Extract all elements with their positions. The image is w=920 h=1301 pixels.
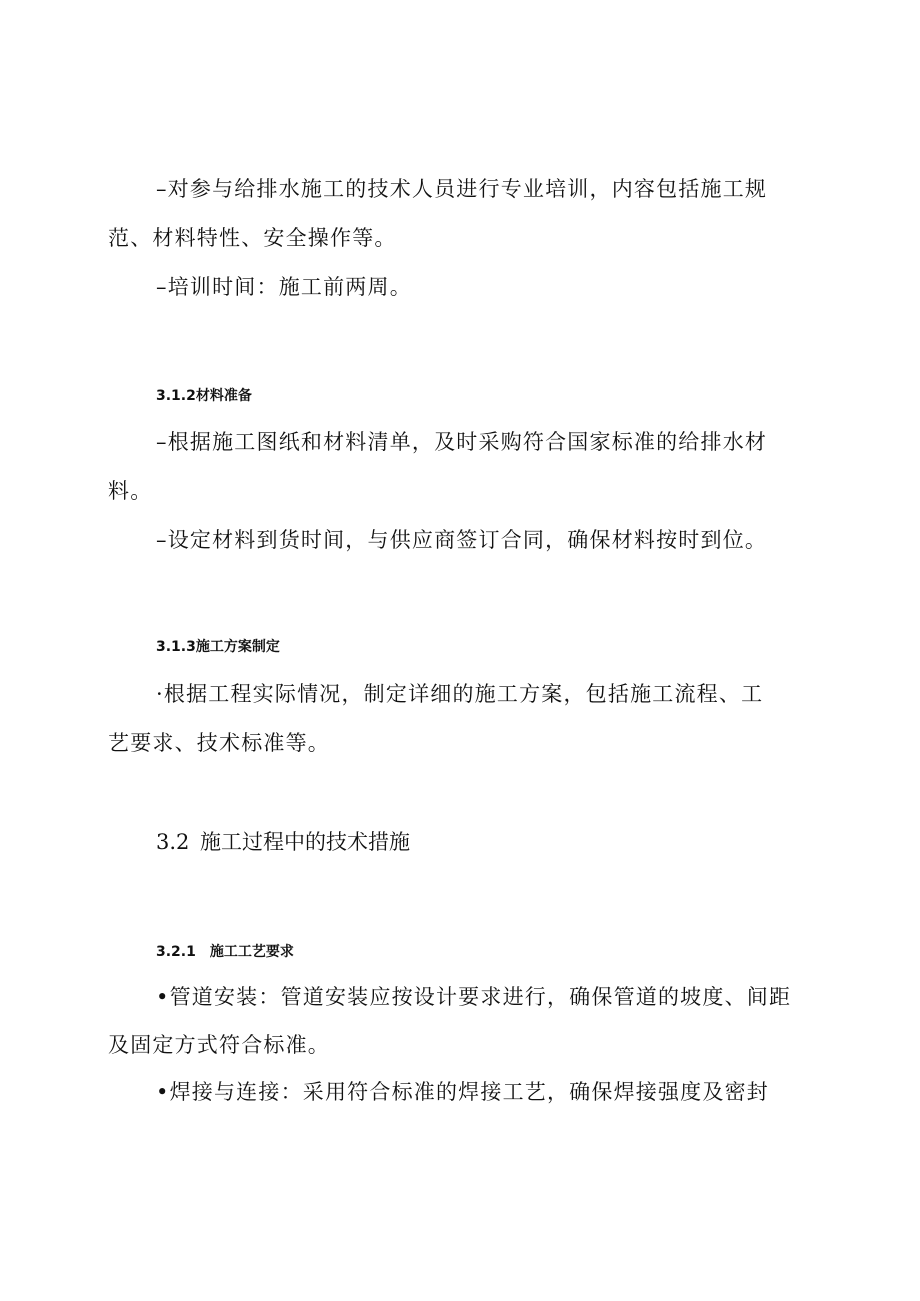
section-number-3-2-1: 3.2.1: [156, 944, 196, 960]
pipe-installation-line-1: •管道安装：管道安装应按设计要求进行，确保管道的坡度、间距: [156, 985, 792, 1009]
training-paragraph-line-2: 范、材料特性、安全操作等。: [108, 226, 397, 250]
section-title-3-2-1: 施工工艺要求: [209, 944, 294, 960]
training-paragraph-line-1: –对参与给排水施工的技术人员进行专业培训，内容包括施工规: [156, 177, 768, 201]
section-heading-3-2: [156, 828, 410, 856]
materials-paragraph-line-2: 料。: [108, 479, 153, 503]
plan-paragraph-line-1: ·根据工程实际情况，制定详细的施工方案，包括施工流程、工: [156, 682, 764, 706]
section-heading-3-1-3: 3.1.3施工方案制定: [156, 639, 280, 655]
section-number-3-2: 3.2: [156, 830, 190, 854]
plan-paragraph-line-2: 艺要求、技术标准等。: [108, 731, 330, 755]
section-heading-3-1-2: 3.1.2材料准备: [156, 388, 252, 404]
training-time-paragraph: –培训时间：施工前两周。: [156, 275, 412, 299]
section-title-3-2: 施工过程中的技术措施: [200, 830, 410, 854]
materials-delivery-paragraph: –设定材料到货时间，与供应商签订合同，确保材料按时到位。: [156, 528, 768, 552]
welding-connection-line-1: •焊接与连接：采用符合标准的焊接工艺，确保焊接强度及密封: [156, 1080, 769, 1104]
section-heading-3-2-1: [156, 943, 294, 961]
materials-paragraph-line-1: –根据施工图纸和材料清单，及时采购符合国家标准的给排水材: [156, 430, 768, 454]
pipe-installation-line-2: 及固定方式符合标准。: [108, 1033, 330, 1057]
